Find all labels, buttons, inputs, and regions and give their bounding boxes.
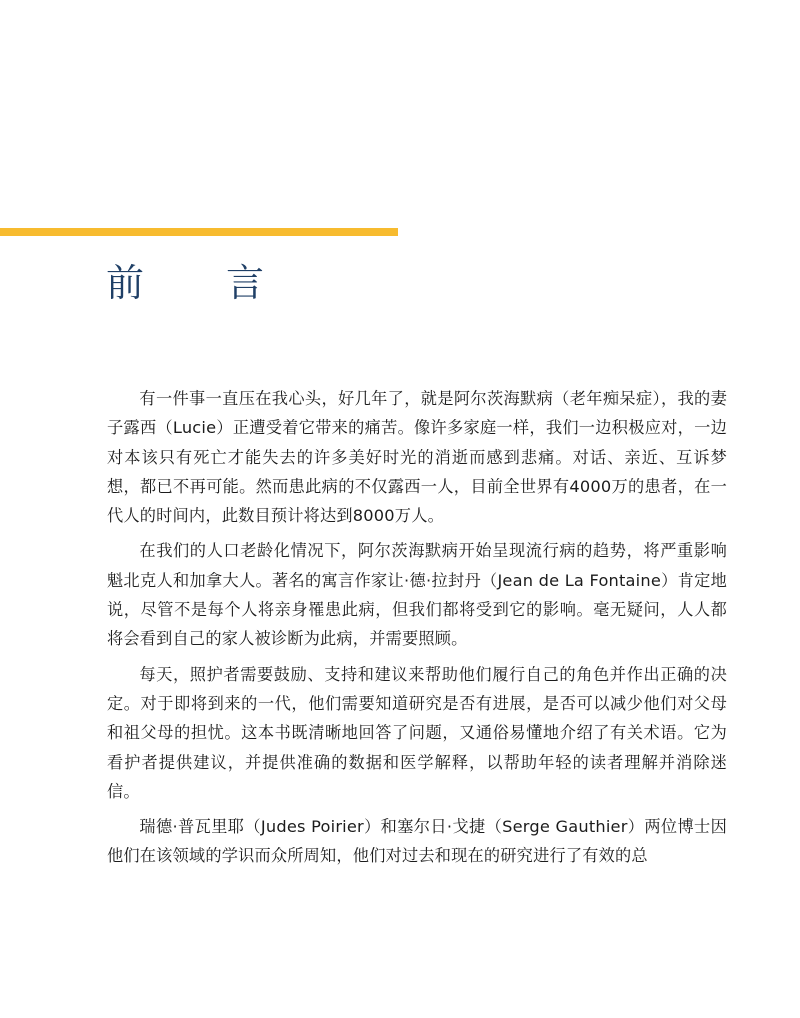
paragraph-3: 每天，照护者需要鼓励、支持和建议来帮助他们履行自己的角色并作出正确的决定。对于即将到来的一代，他们需要知道研究是否有进展，是否可以减少他们对父母和祖父母的担忧。这本书既清晰地回答了问题，又通俗易懂地介绍了有关术语。它为看护者提供建议，并提供准确的数据和医学解释，以帮助年轻的读者理解并消除迷信。	[107, 664, 727, 801]
paragraph-2: 在我们的人口老龄化情况下，阿尔茨海默病开始呈现流行病的趋势，将严重影响魁北克人和加拿大人。著名的寓言作家让·德·拉封丹（Jean de La Fontaine）肯定地说，尽管不是每个人将亲身罹患此病，但我们都将受到它的影响。毫无疑问，人人都将会看到自己的家人被诊断为此病，并需要照顾。	[107, 541, 727, 649]
page-title-char-2: 言	[226, 261, 265, 305]
accent-bar	[0, 228, 398, 236]
paragraph-1: 有一件事一直压在我心头，好几年了，就是阿尔茨海默病（老年痴呆症），我的妻子露西（Lucie）正遭受着它带来的痛苦。像许多家庭一样，我们一边积极应对，一边对本该只有死亡才能失去的许多美好时光的消逝而感到悲痛。对话、亲近、互诉梦想，都已不再可能。然而患此病的不仅露西一人，目前全世界有4000万的患者，在一代人的时间内，此数目预计将达到8000万人。	[107, 389, 727, 526]
paragraph-4: 瑞德·普瓦里耶（Judes Poirier）和塞尔日·戈捷（Serge Gauthier）两位博士因他们在该领域的学识而众所周知，他们对过去和现在的研究进行了有效的总	[107, 817, 727, 866]
page-title	[106, 258, 346, 308]
preface-body	[107, 384, 727, 877]
page-title-char-1: 前	[106, 261, 145, 305]
